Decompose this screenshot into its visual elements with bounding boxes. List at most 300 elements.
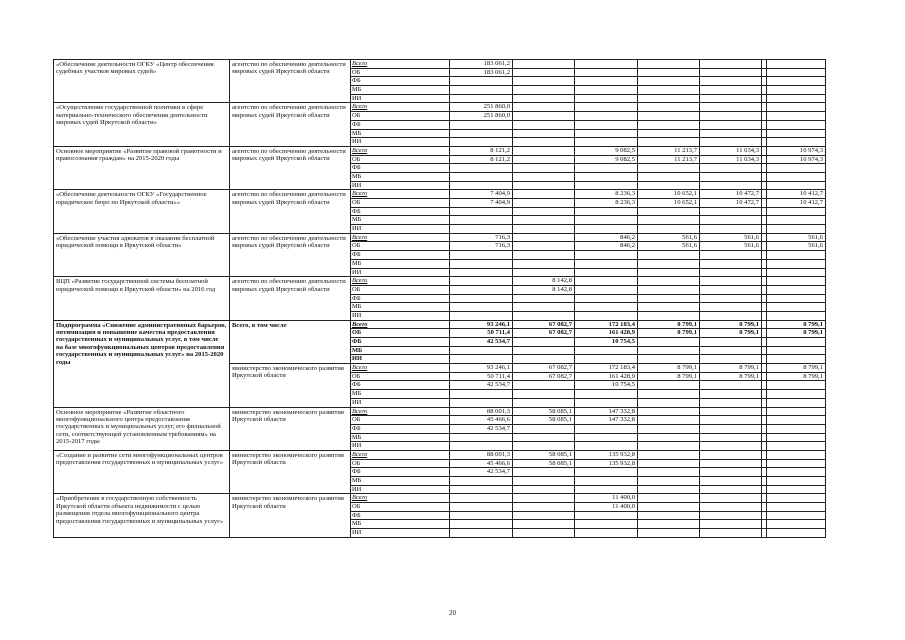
amount-cell [575,103,638,112]
funding-source: ОБ [351,242,450,251]
amount-cell [638,103,700,112]
amount-cell: 716,3 [450,242,513,251]
amount-cell: 11 213,7 [638,146,700,155]
funding-source: МБ [351,216,450,225]
funding-source: ОБ [351,199,450,208]
amount-cell [575,120,638,129]
funding-source: ИИ [351,355,450,364]
activity-name: «Обеспечение деятельности ОГКУ «Центр обеспечения судебных участков мировых судей» [54,60,230,103]
amount-cell [700,390,762,399]
amount-cell [450,120,513,129]
amount-cell [767,459,826,468]
amount-cell [767,416,826,425]
amount-cell [638,86,700,95]
amount-cell [638,459,700,468]
executor: министерство экономического развития Иркутской области [230,494,351,537]
amount-cell: 10 412,7 [767,199,826,208]
funding-source: МБ [351,477,450,486]
amount-cell [767,381,826,390]
amount-cell: 172 183,4 [575,364,638,373]
amount-cell [700,511,762,520]
funding-source: МБ [351,259,450,268]
amount-cell [450,216,513,225]
executor: министерство экономического развития Иркутской области [230,450,351,493]
amount-cell [700,207,762,216]
amount-cell [450,129,513,138]
amount-cell [767,277,826,286]
funding-source: ОБ [351,68,450,77]
amount-cell [767,138,826,147]
amount-cell [767,338,826,347]
amount-cell [767,259,826,268]
amount-cell: 8 236,3 [575,199,638,208]
amount-cell [700,485,762,494]
amount-cell [767,520,826,529]
amount-cell [700,120,762,129]
amount-cell [450,164,513,173]
executor: агентство по обеспечению деятельности мировых судей Иркутской области [230,103,351,146]
amount-cell [767,164,826,173]
amount-cell [575,520,638,529]
amount-cell [450,511,513,520]
amount-cell: 42 534,7 [450,468,513,477]
amount-cell: 846,2 [575,233,638,242]
amount-cell [700,529,762,538]
amount-cell [513,398,575,407]
amount-cell [513,60,575,69]
amount-cell [700,311,762,320]
amount-cell [700,424,762,433]
amount-cell [638,355,700,364]
amount-cell: 172 183,4 [575,320,638,329]
amount-cell: 10 472,7 [700,190,762,199]
amount-cell: 8 121,2 [450,155,513,164]
amount-cell [638,138,700,147]
funding-source: Всего [351,450,450,459]
amount-cell [450,138,513,147]
amount-cell: 58 085,1 [513,450,575,459]
amount-cell [513,511,575,520]
amount-cell [767,60,826,69]
amount-cell [513,86,575,95]
amount-cell [767,503,826,512]
amount-cell [767,511,826,520]
amount-cell [450,94,513,103]
amount-cell [767,494,826,503]
amount-cell [450,77,513,86]
amount-cell [513,294,575,303]
amount-cell: 10 754,5 [575,338,638,347]
funding-source: Всего [351,103,450,112]
amount-cell [767,390,826,399]
funding-source: Всего [351,146,450,155]
amount-cell [513,259,575,268]
amount-cell: 8 142,8 [513,285,575,294]
amount-cell [450,503,513,512]
amount-cell [638,381,700,390]
amount-cell [450,494,513,503]
amount-cell [450,311,513,320]
amount-cell [700,129,762,138]
amount-cell [638,407,700,416]
funding-source: ФБ [351,338,450,347]
amount-cell: 11 400,0 [575,494,638,503]
amount-cell: 11 400,0 [575,503,638,512]
amount-cell [450,303,513,312]
amount-cell [767,129,826,138]
amount-cell [767,172,826,181]
amount-cell [513,216,575,225]
amount-cell [575,355,638,364]
amount-cell [700,259,762,268]
amount-cell: 67 082,7 [513,320,575,329]
funding-source: МБ [351,346,450,355]
amount-cell: 9 082,5 [575,155,638,164]
amount-cell [638,68,700,77]
amount-cell [700,216,762,225]
amount-cell: 561,6 [638,242,700,251]
amount-cell [700,181,762,190]
amount-cell [575,94,638,103]
table-row [54,494,826,503]
amount-cell [638,129,700,138]
amount-cell: 10 974,3 [767,155,826,164]
amount-cell [575,164,638,173]
amount-cell [767,181,826,190]
amount-cell: 8 799,1 [700,372,762,381]
amount-cell [638,442,700,451]
amount-cell [450,390,513,399]
activity-name: «Создание и развитие сети многофункциональных центров предоставления государственных и муниципальных услуг» [54,450,230,493]
amount-cell [513,155,575,164]
amount-cell [767,433,826,442]
amount-cell [638,520,700,529]
amount-cell [513,268,575,277]
amount-cell [638,259,700,268]
amount-cell [513,529,575,538]
amount-cell [767,529,826,538]
amount-cell: 8 799,1 [638,320,700,329]
amount-cell [700,416,762,425]
amount-cell [575,346,638,355]
amount-cell [767,86,826,95]
amount-cell [700,381,762,390]
amount-cell [638,346,700,355]
amount-cell [513,251,575,260]
amount-cell [638,77,700,86]
activity-name: ВЦП «Развитие государственной системы бесплатной юридической помощи в Иркутской области» на 2016 год [54,277,230,320]
executor: министерство экономического развития Иркутской области [230,364,351,407]
amount-cell [767,68,826,77]
amount-cell: 561,6 [700,242,762,251]
amount-cell [700,477,762,486]
amount-cell: 11 034,3 [700,146,762,155]
amount-cell [767,450,826,459]
table-row [54,407,826,416]
amount-cell: 11 034,3 [700,155,762,164]
amount-cell: 10 412,7 [767,190,826,199]
amount-cell [575,468,638,477]
amount-cell: 561,6 [700,233,762,242]
amount-cell [575,86,638,95]
executor: Всего, в том числе [230,320,351,363]
amount-cell: 67 082,7 [513,372,575,381]
executor: агентство по обеспечению деятельности мировых судей Иркутской области [230,146,351,189]
amount-cell [700,225,762,234]
amount-cell [450,225,513,234]
amount-cell [638,529,700,538]
amount-cell [575,77,638,86]
activity-name: «Обеспечение участия адвокатов в оказании бесплатной юридической помощи в Иркутской области» [54,233,230,276]
amount-cell: 10 652,1 [638,190,700,199]
amount-cell [513,338,575,347]
funding-source: ФБ [351,77,450,86]
amount-cell [575,172,638,181]
amount-cell: 93 246,1 [450,364,513,373]
funding-source: МБ [351,86,450,95]
amount-cell [767,485,826,494]
funding-source: ИИ [351,398,450,407]
amount-cell [700,77,762,86]
amount-cell [575,207,638,216]
funding-source: Всего [351,320,450,329]
amount-cell [638,338,700,347]
amount-cell: 10 974,3 [767,146,826,155]
table-row [54,450,826,459]
activity-name: «Осуществление государственной политики в сфере материально-технического обеспечения деятельности мировых судей Иркутской области» [54,103,230,146]
amount-cell: 58 085,1 [513,407,575,416]
amount-cell [700,494,762,503]
amount-cell [767,216,826,225]
amount-cell [513,146,575,155]
amount-cell [575,485,638,494]
executor: агентство по обеспечению деятельности мировых судей Иркутской области [230,60,351,103]
amount-cell [767,346,826,355]
amount-cell: 93 246,1 [450,320,513,329]
amount-cell [700,268,762,277]
funding-source: МБ [351,390,450,399]
funding-source: ФБ [351,207,450,216]
amount-cell [700,60,762,69]
funding-source: МБ [351,129,450,138]
amount-cell: 8 799,1 [700,329,762,338]
amount-cell [767,94,826,103]
amount-cell [450,398,513,407]
amount-cell: 10 652,1 [638,199,700,208]
amount-cell [513,77,575,86]
funding-source: Всего [351,277,450,286]
table-row [54,233,826,242]
amount-cell: 7 404,9 [450,190,513,199]
amount-cell [575,216,638,225]
funding-source: ФБ [351,468,450,477]
funding-source: ОБ [351,155,450,164]
funding-source: ОБ [351,503,450,512]
amount-cell [638,303,700,312]
amount-cell [513,355,575,364]
funding-source: ИИ [351,138,450,147]
amount-cell [700,303,762,312]
amount-cell [700,164,762,173]
funding-source: ИИ [351,529,450,538]
amount-cell [450,442,513,451]
amount-cell [450,529,513,538]
amount-cell [700,251,762,260]
amount-cell [513,94,575,103]
amount-cell [513,225,575,234]
table-row [54,146,826,155]
amount-cell [450,355,513,364]
funding-source: МБ [351,303,450,312]
amount-cell: 135 932,8 [575,450,638,459]
amount-cell [638,112,700,121]
amount-cell: 8 799,1 [767,372,826,381]
amount-cell [767,268,826,277]
amount-cell: 42 534,7 [450,338,513,347]
amount-cell [575,433,638,442]
amount-cell [513,199,575,208]
amount-cell [450,477,513,486]
amount-cell [513,346,575,355]
amount-cell [513,477,575,486]
amount-cell: 45 466,6 [450,459,513,468]
table-row [54,190,826,199]
amount-cell: 561,6 [767,242,826,251]
activity-name: «Обеспечение деятельности ОГКУ «Государственное юридическое бюро по Иркутской области»» [54,190,230,233]
amount-cell [700,442,762,451]
amount-cell: 11 213,7 [638,155,700,164]
amount-cell: 8 799,1 [767,320,826,329]
activity-name: «Приобретение в государственную собственность Иркутской области объекта недвижимости с целью размещения отдела многофункционального центра предоставления государственных и муниципальных услуг» [54,494,230,537]
amount-cell [767,120,826,129]
amount-cell [513,172,575,181]
amount-cell [700,468,762,477]
amount-cell [638,468,700,477]
amount-cell [638,285,700,294]
funding-source: ФБ [351,294,450,303]
amount-cell [700,94,762,103]
amount-cell [767,112,826,121]
amount-cell [575,529,638,538]
amount-cell [513,164,575,173]
amount-cell [575,442,638,451]
amount-cell: 8 236,3 [575,190,638,199]
amount-cell [513,303,575,312]
amount-cell [638,416,700,425]
amount-cell: 42 534,7 [450,381,513,390]
amount-cell [700,294,762,303]
amount-cell [638,390,700,399]
amount-cell [513,181,575,190]
funding-source: ФБ [351,120,450,129]
funding-source: ИИ [351,311,450,320]
funding-source: ИИ [351,268,450,277]
amount-cell: 147 332,8 [575,407,638,416]
amount-cell [450,86,513,95]
amount-cell [638,225,700,234]
amount-cell [513,233,575,242]
amount-cell [700,172,762,181]
amount-cell [450,277,513,286]
amount-cell [575,277,638,286]
amount-cell [767,355,826,364]
funding-source: ОБ [351,459,450,468]
funding-source: Всего [351,233,450,242]
amount-cell: 42 534,7 [450,424,513,433]
amount-cell [767,294,826,303]
amount-cell [450,259,513,268]
amount-cell [575,424,638,433]
amount-cell [575,225,638,234]
amount-cell [513,468,575,477]
amount-cell [575,511,638,520]
funding-source: Всего [351,190,450,199]
amount-cell: 161 428,9 [575,372,638,381]
amount-cell [513,485,575,494]
funding-source: ИИ [351,225,450,234]
amount-cell [638,216,700,225]
amount-cell [638,164,700,173]
table-row [54,320,826,329]
amount-cell [575,259,638,268]
amount-cell [700,346,762,355]
amount-cell [450,520,513,529]
amount-cell [450,207,513,216]
page-number: 20 [449,609,456,617]
amount-cell [767,251,826,260]
amount-cell [450,346,513,355]
amount-cell [513,120,575,129]
funding-source: ФБ [351,251,450,260]
amount-cell: 58 085,1 [513,416,575,425]
amount-cell [638,450,700,459]
amount-cell [767,468,826,477]
amount-cell [513,503,575,512]
amount-cell [638,494,700,503]
executor: агентство по обеспечению деятельности мировых судей Иркутской области [230,233,351,276]
amount-cell [638,60,700,69]
funding-source: ФБ [351,511,450,520]
amount-cell [575,303,638,312]
amount-cell [575,311,638,320]
executor: министерство экономического развития Иркутской области [230,407,351,450]
amount-cell [575,138,638,147]
amount-cell: 8 121,2 [450,146,513,155]
table-row [54,60,826,69]
amount-cell [767,207,826,216]
amount-cell [638,485,700,494]
amount-cell [513,207,575,216]
table-row [54,103,826,112]
funding-source: ФБ [351,164,450,173]
amount-cell [575,112,638,121]
amount-cell [513,103,575,112]
amount-cell [575,477,638,486]
amount-cell [700,398,762,407]
amount-cell [638,120,700,129]
funding-source: ОБ [351,416,450,425]
amount-cell [513,68,575,77]
amount-cell: 8 799,1 [767,329,826,338]
amount-cell [513,112,575,121]
amount-cell: 10 472,7 [700,199,762,208]
amount-cell [767,311,826,320]
amount-cell: 8 799,1 [700,320,762,329]
amount-cell: 183 061,2 [450,60,513,69]
table-row [54,277,826,286]
funding-source: МБ [351,520,450,529]
amount-cell [575,294,638,303]
